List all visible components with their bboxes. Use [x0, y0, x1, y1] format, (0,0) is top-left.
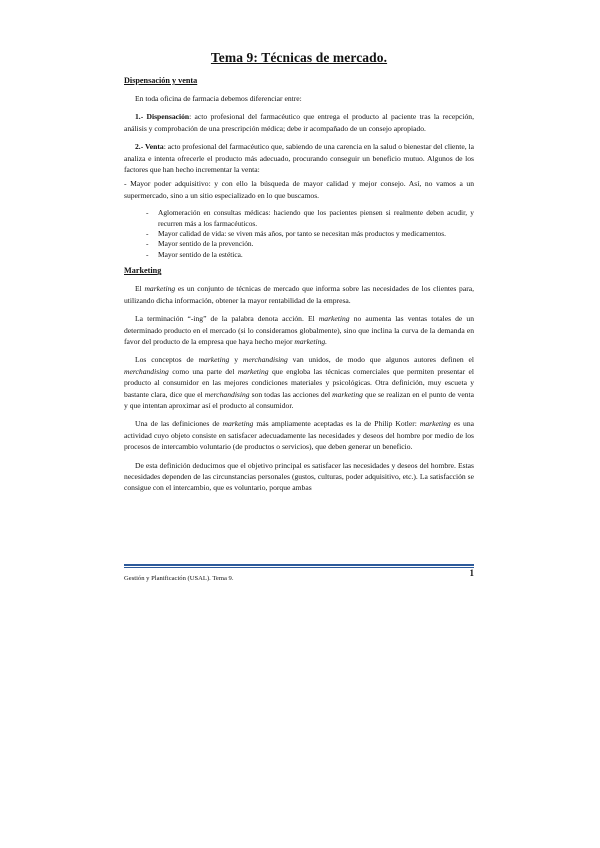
emphasis: marketing — [318, 314, 350, 324]
footer-rule — [124, 564, 474, 566]
definition-text: : acto profesional del farmacéutico que entrega el producto al paciente tras la recepción, análisis y comprobación de una prescripción médica; debe ir acompañado de un consejo apropiado. — [124, 112, 474, 133]
term-dispensacion: 1.- Dispensación — [135, 112, 190, 122]
text: son todas las acciones del — [249, 389, 333, 399]
emphasis: merchandising — [242, 355, 288, 365]
paragraph-dispensacion — [124, 111, 474, 134]
text: no aumenta las ventas totales de un determinado producto en el mercado (si lo consideramos globalmente), sino que inclina la curva de la demanda en favor del producto de la empresa que haya hecho mejor — [124, 314, 474, 346]
paragraph-poder-adquisitivo — [124, 178, 474, 201]
page-footer — [124, 564, 474, 582]
text: Una de las definiciones de — [135, 419, 223, 429]
document-page — [124, 50, 474, 501]
text: más ampliamente aceptadas es la de Philip Kotler: — [253, 419, 420, 429]
text: y — [229, 355, 243, 365]
text: Los conceptos de — [135, 355, 199, 365]
paragraph-marketing-5 — [124, 460, 474, 494]
page-number: 1 — [469, 568, 474, 578]
paragraph-marketing-1 — [124, 283, 474, 306]
section-heading-dispensacion: Dispensación y venta — [124, 76, 198, 85]
list-item: - Mayor calidad de vida: se viven más años, por tanto se necesitan más productos y medicamentos. — [146, 229, 474, 239]
paragraph-marketing-4 — [124, 418, 474, 452]
text: La terminación “-ing” de la palabra denota acción. El — [135, 314, 319, 324]
paragraph-text: - Mayor poder adquisitivo: y con ello la búsqueda de mayor calidad y mejor consejo. Así, no vamos a un supermercado, sino a un sitio especializado en lo que buscamos. — [124, 179, 474, 200]
definition-text: : acto profesional del farmacéutico que, sabiendo de una carencia en la salud o bienestar del cliente, la analiza e intenta ofrecerle el producto más adecuado, procurando conseguir un beneficio mutuo. Algunos de los factores que han hecho incrementar la venta: — [124, 142, 474, 175]
text: como una parte del — [168, 366, 238, 376]
paragraph-marketing-2 — [124, 313, 474, 347]
list-item: - Aglomeración en consultas médicas: haciendo que los pacientes piensen si realmente deben acudir, y recurren más a los farmacéuticos. — [146, 208, 474, 229]
emphasis: marketing — [332, 389, 363, 399]
emphasis: merchandising — [124, 366, 169, 376]
emphasis: marketing — [198, 355, 230, 365]
paragraph-marketing-3 — [124, 354, 474, 411]
emphasis: marketing — [144, 284, 176, 294]
page-title: Tema 9: Técnicas de mercado. — [210, 50, 388, 65]
paragraph-venta — [124, 141, 474, 175]
text: El — [135, 284, 145, 294]
emphasis: merchandising — [204, 389, 250, 399]
text: es una actividad cuyo objeto consiste en satisfacer adecuadamente las necesidades y deseos del hombre por medio de los procesos de intercambio voluntario (de productos o servicios), que deben generar un beneficio. — [124, 419, 474, 452]
emphasis: marketing — [237, 366, 269, 376]
emphasis: marketing — [419, 419, 451, 429]
intro-text: En toda oficina de farmacia debemos diferenciar entre: — [135, 94, 302, 103]
factors-list — [124, 208, 474, 260]
emphasis: marketing — [222, 419, 254, 429]
list-item: - Mayor sentido de la estética. — [146, 250, 474, 260]
text: van unidos, de modo que algunos autores definen el — [287, 355, 475, 365]
text: De esta definición deducimos que el objetivo principal es satisfacer las necesidades y deseos del hombre. Estas necesidades dependen de las circunstancias personales (gustos, culturas, poder adquisitivo, etc.). La satisfacción se consigue con el intercambio, que es voluntario, porque ambas — [124, 460, 474, 493]
term-venta: 2.- Venta — [135, 142, 164, 152]
paragraph-intro — [124, 93, 474, 104]
section-heading-marketing: Marketing — [124, 266, 162, 276]
footer-text: Gestión y Planificación (USAL). Tema 9. — [124, 575, 234, 582]
text: es un conjunto de técnicas de mercado que informa sobre las necesidades de los clientes para, utilizando dicha información, obtener la mayor rentabilidad de la empresa. — [124, 284, 474, 305]
list-item: - Mayor sentido de la prevención. — [146, 239, 474, 249]
emphasis: marketing. — [294, 336, 328, 346]
footer-rule-thin — [124, 567, 474, 568]
text: que se realizan en el punto de venta y que intentan aproximar así el producto al consumidor. — [124, 389, 474, 410]
text: que engloba las técnicas comerciales que permiten presentar el producto al consumidor en las mejores condiciones materiales y psicológicas. Otra definición, muy escueta y bastante clara, dice que el — [124, 366, 475, 399]
